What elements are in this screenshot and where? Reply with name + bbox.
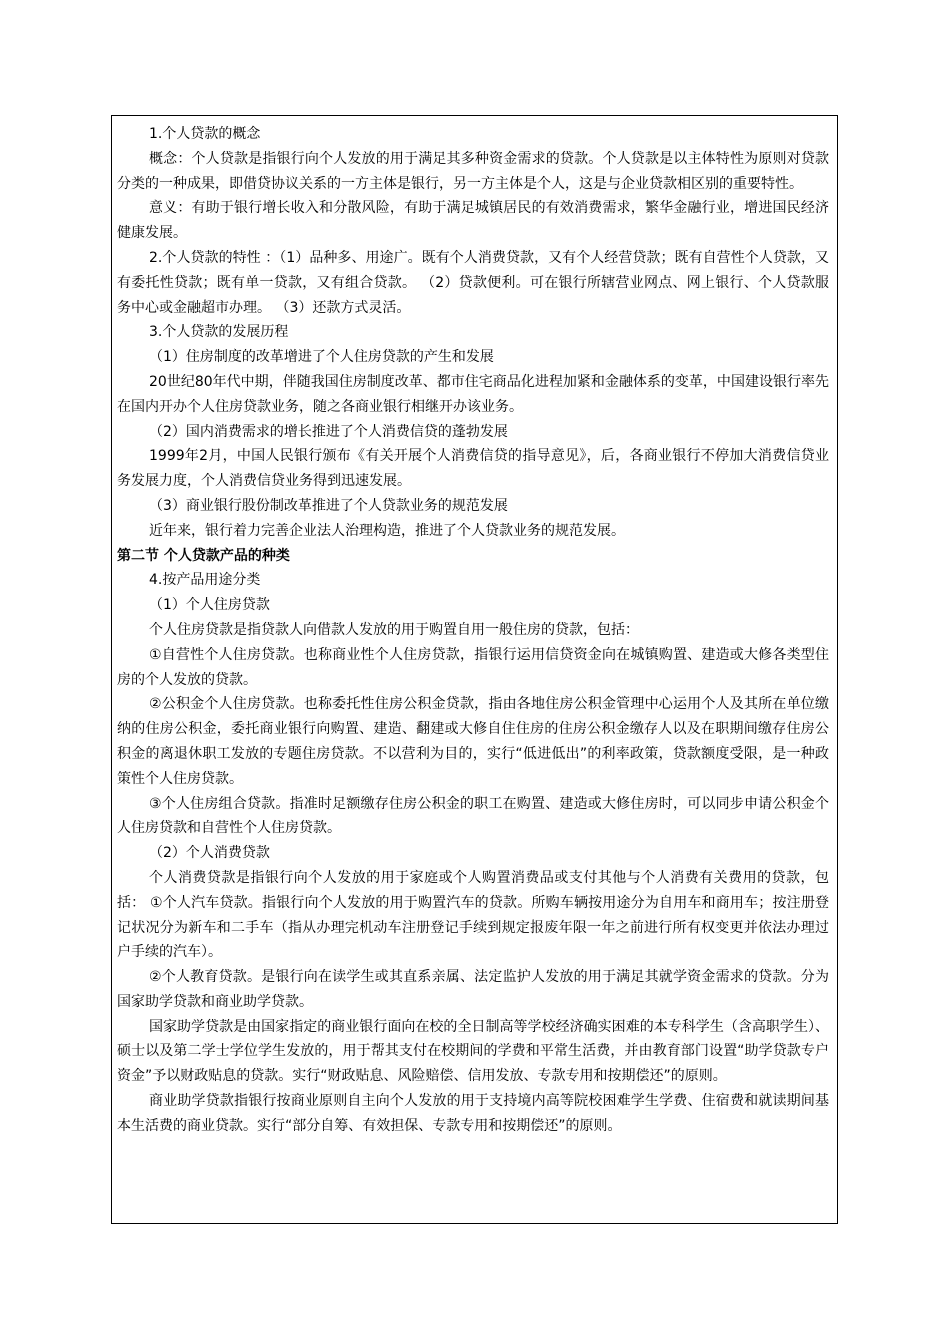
document-body	[117, 122, 829, 1139]
section-heading-products: 第二节 个人贷款产品的种类	[117, 547, 290, 564]
subheading-housing-reform: （1）住房制度的改革增进了个人住房贷款的产生和发展	[149, 349, 494, 366]
paragraph-housing-reform: 20世纪80年代中期，伴随我国住房制度改革、都市住宅商品化进程加紧和金融体系的变革，中国建设银行率先在国内开办个人住房贷款业务，随之各商业银行相继开办该业务。	[117, 373, 829, 415]
paragraph-significance: 意义：有助于银行增长收入和分散风险，有助于满足城镇居民的有效消费需求，繁华金融行业，增进国民经济健康发展。	[117, 200, 829, 242]
paragraph-provident-fund-loan: ②公积金个人住房贷款。也称委托性住房公积金贷款，指由各地住房公积金管理中心运用个人及其所在单位缴纳的住房公积金，委托商业银行向购置、建造、翻建或大修自住住房的住房公积金缴存人以及在职期间缴存住房公积金的离退休职工发放的专题住房贷款。不以营利为目的，实行“低进低出”的利率政策，贷款额度受限，是一种政策性个人住房贷款。	[117, 696, 829, 787]
paragraph-housing-loan: 个人住房贷款是指贷款人向借款人发放的用于购置自用一般住房的贷款，包括：	[149, 621, 639, 638]
subheading-consumer-loan: （2）个人消费贷款	[149, 845, 270, 862]
section-title-by-use: 4.按产品用途分类	[149, 572, 261, 589]
paragraph-education-loan: ②个人教育贷款。是银行向在读学生或其直系亲属、法定监护人发放的用于满足其就学资金需求的贷款。分为国家助学贷款和商业助学贷款。	[117, 969, 829, 1010]
paragraph-self-operated-loan: ①自营性个人住房贷款。也称商业性个人住房贷款，指银行运用信贷资金向在城镇购置、建造或大修各类型住房的个人发放的贷款。	[117, 646, 829, 688]
paragraph-consumer-demand: 1999年2月，中国人民银行颁布《有关开展个人消费信贷的指导意见》，后，各商业银行不停加大消费信贷业务发展力度，个人消费信贷业务得到迅速发展。	[117, 448, 829, 490]
paragraph-commercial-student-loan: 商业助学贷款指银行按商业原则自主向个人发放的用于支持境内高等院校困难学生学费、住宿费和就读期间基本生活费的商业贷款。实行“部分自筹、有效担保、专款专用和按期偿还”的原则。	[117, 1093, 829, 1134]
paragraph-combined-loan: ③个人住房组合贷款。指准时足额缴存住房公积金的职工在购置、建造或大修住房时，可以同步申请公积金个人住房贷款和自营性个人住房贷款。	[117, 795, 829, 837]
subheading-consumer-demand: （2）国内消费需求的增长推进了个人消费信贷的蓬勃发展	[149, 423, 508, 440]
paragraph-characteristics: 2.个人贷款的特性 ：（1）品种多、用途广。既有个人消费贷款，又有个人经营贷款；既有自营性个人贷款，又有委托性贷款；既有单一贷款，又有组合贷款。 （2）贷款便利。可在银行所辖营业网点、网上银行、个人贷款服务中心或金融超市办理。 （3）还款方式灵活。	[117, 249, 829, 316]
paragraph-national-student-loan: 国家助学贷款是由国家指定的商业银行面向在校的全日制高等学校经济确实困难的本专科学生（含高职学生）、硕士以及第二学士学位学生发放的，用于帮其支付在校期间的学费和平常生活费，并由教育部门设置“助学贷款专户资金”予以财政贴息的贷款。实行“财政贴息、风险赔偿、信用发放、专款专用和按期偿还”的原则。	[117, 1018, 829, 1085]
section-title-concept: 1.个人贷款的概念	[149, 126, 261, 142]
subheading-bank-reform: （3）商业银行股份制改革推进了个人贷款业务的规范发展	[149, 497, 508, 514]
paragraph-concept: 概念：个人贷款是指银行向个人发放的用于满足其多种资金需求的贷款。个人贷款是以主体特性为原则对贷款分类的一种成果，即借贷协议关系的一方主体是银行，另一方主体是个人，这是与企业贷款相区别的重要特性。	[117, 150, 829, 192]
subheading-housing-loan: （1）个人住房贷款	[149, 597, 270, 614]
section-title-history: 3.个人贷款的发展历程	[149, 324, 289, 341]
paragraph-bank-reform: 近年来，银行着力完善企业法人治理构造，推进了个人贷款业务的规范发展。	[149, 522, 625, 539]
paragraph-consumer-loan: 个人消费贷款是指银行向个人发放的用于家庭或个人购置消费品或支付其他与个人消费有关费用的贷款，包括： ①个人汽车贷款。指银行向个人发放的用于购置汽车的贷款。所购车辆按用途分为自用车和商用车；按注册登记状况分为新车和二手车（指从办理完机动车注册登记手续到规定报废年限一年之前进行所有权变更并依法办理过户手续的汽车）。	[117, 869, 829, 961]
